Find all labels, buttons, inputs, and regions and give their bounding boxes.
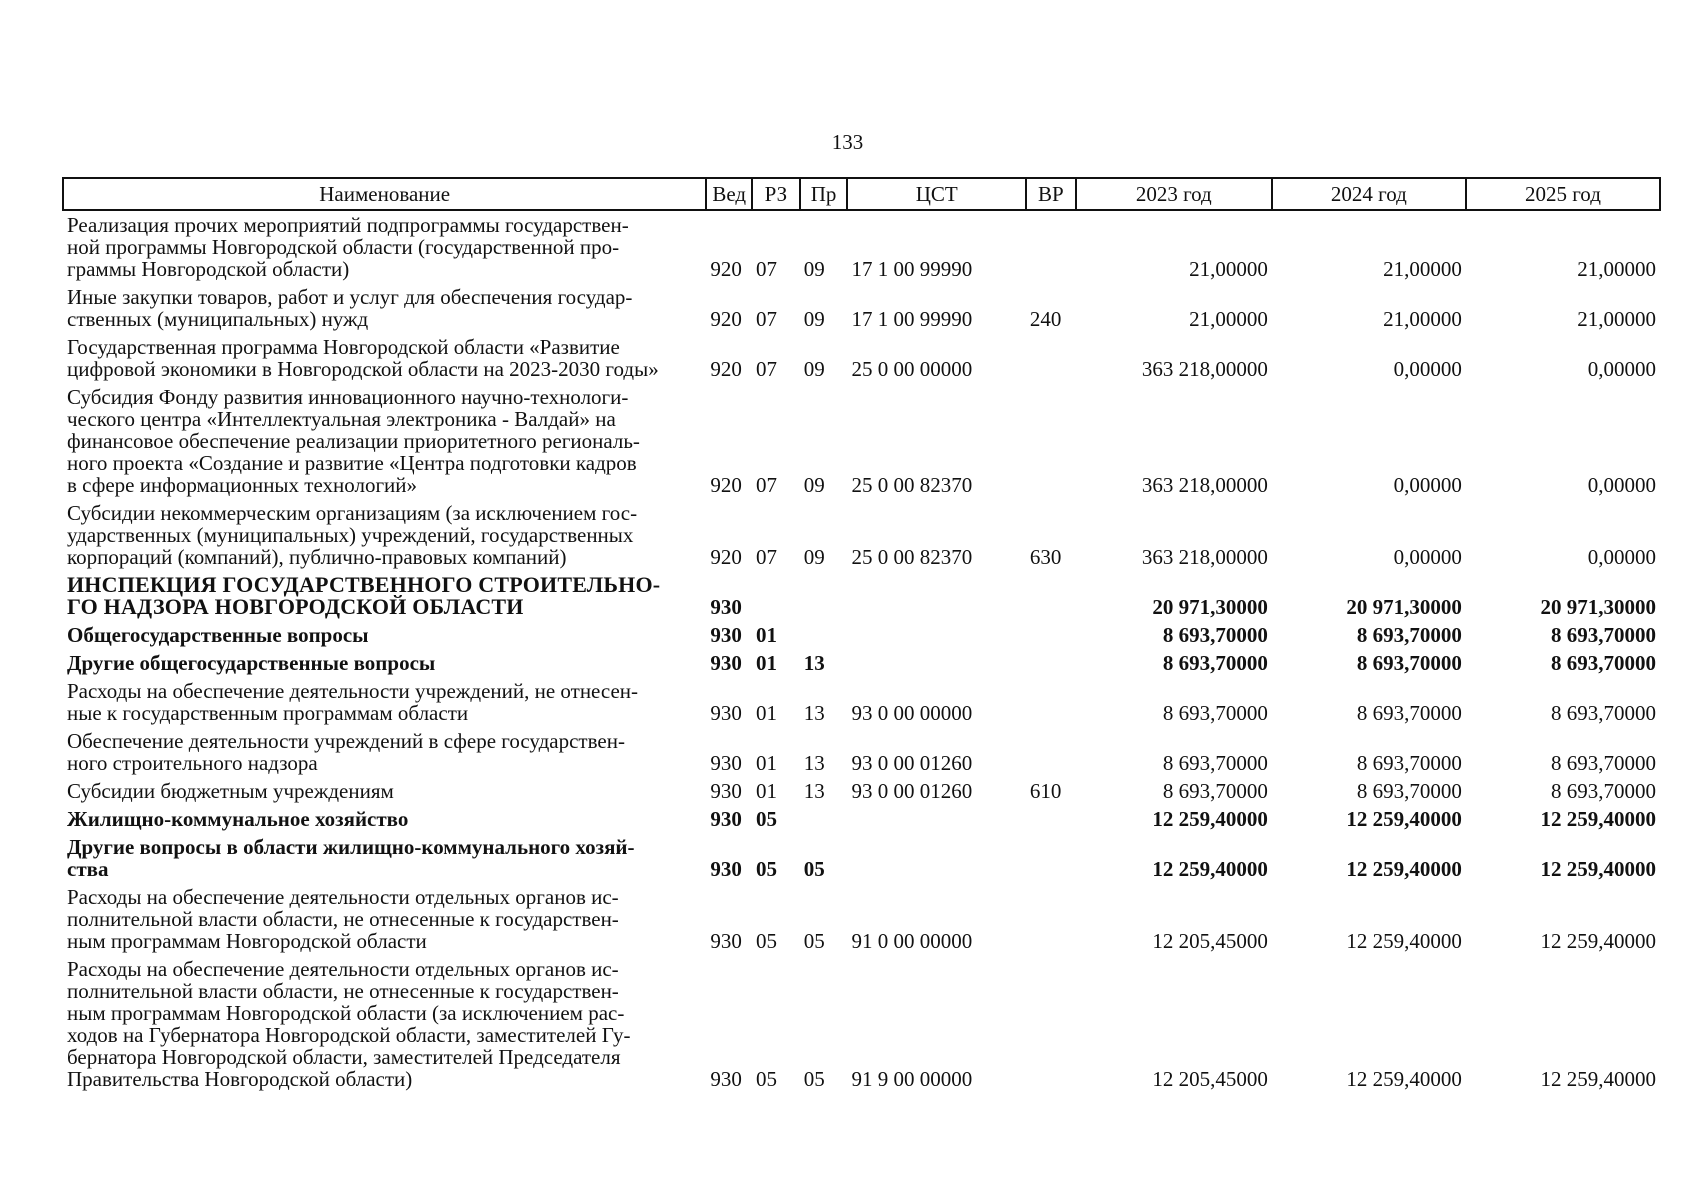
row-cst: 25 0 00 00000 bbox=[851, 357, 973, 381]
row-name: ИНСПЕКЦИЯ ГОСУДАРСТВЕННОГО СТРОИТЕЛЬНО- ГО НАДЗОРА НОВГОРОДСКОЙ ОБЛАСТИ bbox=[67, 572, 661, 619]
row-2024-amount: 20 971,30000 bbox=[1346, 595, 1462, 619]
row-ved: 930 bbox=[710, 751, 742, 775]
row-rz bbox=[752, 571, 800, 621]
row-ved: 930 bbox=[710, 651, 742, 675]
header-2024: 2024 год bbox=[1272, 178, 1466, 210]
row-2023-amount: 8 693,70000 bbox=[1162, 701, 1268, 725]
row-name: Государственная программа Новгородской области «Развитие цифровой экономики в Новгородской области на 2023-2030 годы» bbox=[67, 335, 659, 381]
row-ved: 930 bbox=[710, 807, 742, 831]
row-pr: 09 bbox=[803, 257, 825, 281]
row-name: Жилищно-коммунальное хозяйство bbox=[67, 807, 409, 831]
row-vr bbox=[1026, 883, 1076, 955]
row-pr: 13 bbox=[803, 701, 825, 725]
table-row bbox=[63, 883, 1660, 955]
row-cst: 91 9 00 00000 bbox=[851, 1067, 973, 1091]
row-2025-amount: 8 693,70000 bbox=[1551, 651, 1656, 675]
row-cst bbox=[847, 805, 1025, 833]
header-name: Наименование bbox=[63, 178, 706, 210]
table-row bbox=[63, 499, 1660, 571]
row-cst: 17 1 00 99990 bbox=[851, 257, 973, 281]
row-2023-amount: 8 693,70000 bbox=[1162, 623, 1268, 647]
row-2023-amount: 12 205,45000 bbox=[1152, 929, 1268, 953]
row-ved: 920 bbox=[710, 545, 742, 569]
row-2023-amount: 363 218,00000 bbox=[1141, 473, 1268, 497]
row-ved: 920 bbox=[710, 257, 742, 281]
row-2023-amount: 363 218,00000 bbox=[1141, 357, 1268, 381]
row-2025-amount: 12 259,40000 bbox=[1540, 929, 1656, 953]
row-vr bbox=[1026, 571, 1076, 621]
row-cst: 25 0 00 82370 bbox=[851, 473, 973, 497]
row-name: Реализация прочих мероприятий подпрограммы государствен- ной программы Новгородской области (государственной про- граммы Новгородской области) bbox=[67, 213, 629, 281]
row-2023-amount: 20 971,30000 bbox=[1152, 595, 1268, 619]
row-2025-amount: 21,00000 bbox=[1577, 307, 1656, 331]
row-pr: 09 bbox=[803, 357, 825, 381]
header-rz: РЗ bbox=[752, 178, 800, 210]
row-2023-amount: 12 259,40000 bbox=[1152, 857, 1268, 881]
row-2023-amount: 12 259,40000 bbox=[1152, 807, 1268, 831]
row-2023-amount: 21,00000 bbox=[1189, 307, 1268, 331]
row-rz: 07 bbox=[756, 545, 778, 569]
row-cst: 93 0 00 01260 bbox=[851, 779, 973, 803]
header-pr: Пр bbox=[800, 178, 848, 210]
row-name: Иные закупки товаров, работ и услуг для обеспечения государ- ственных (муниципальных) нужд bbox=[67, 285, 633, 331]
row-2024-amount: 12 259,40000 bbox=[1346, 807, 1462, 831]
row-2023-amount: 12 205,45000 bbox=[1152, 1067, 1268, 1091]
table-body bbox=[63, 210, 1660, 1093]
row-ved: 930 bbox=[710, 857, 742, 881]
row-2023-amount: 363 218,00000 bbox=[1141, 545, 1268, 569]
row-name: Субсидии бюджетным учреждениям bbox=[67, 779, 394, 803]
row-2025-amount: 0,00000 bbox=[1587, 545, 1656, 569]
row-2025-amount: 8 693,70000 bbox=[1551, 751, 1656, 775]
row-cst bbox=[847, 649, 1025, 677]
row-name: Расходы на обеспечение деятельности отдельных органов ис- полнительной власти области, не отнесенные к государствен- ным программам Новгородской области bbox=[67, 885, 619, 953]
row-cst: 93 0 00 01260 bbox=[851, 751, 973, 775]
header-2025: 2025 год bbox=[1466, 178, 1660, 210]
table-row bbox=[63, 777, 1660, 805]
row-2024-amount: 8 693,70000 bbox=[1356, 651, 1462, 675]
row-2025-amount: 12 259,40000 bbox=[1540, 807, 1656, 831]
table-row bbox=[63, 333, 1660, 383]
header-2023: 2023 год bbox=[1076, 178, 1272, 210]
row-vr bbox=[1026, 649, 1076, 677]
row-2025-amount: 0,00000 bbox=[1587, 357, 1656, 381]
table-row bbox=[63, 955, 1660, 1093]
row-ved: 930 bbox=[710, 701, 742, 725]
row-ved: 920 bbox=[710, 307, 742, 331]
row-2024-amount: 12 259,40000 bbox=[1346, 857, 1462, 881]
row-cst: 93 0 00 00000 bbox=[851, 701, 973, 725]
row-2024-amount: 8 693,70000 bbox=[1356, 701, 1462, 725]
row-rz: 01 bbox=[756, 651, 778, 675]
table-row bbox=[63, 621, 1660, 649]
row-2024-amount: 12 259,40000 bbox=[1346, 929, 1462, 953]
budget-table bbox=[62, 177, 1661, 1093]
row-2024-amount: 21,00000 bbox=[1383, 257, 1462, 281]
row-vr: 240 bbox=[1029, 307, 1062, 331]
row-name: Расходы на обеспечение деятельности учреждений, не отнесен- ные к государственным программам области bbox=[67, 679, 639, 725]
row-2024-amount: 8 693,70000 bbox=[1356, 623, 1462, 647]
row-2025-amount: 20 971,30000 bbox=[1540, 595, 1656, 619]
row-rz: 07 bbox=[756, 307, 778, 331]
row-name: Субсидии некоммерческим организациям (за исключением гос- ударственных (муниципальных) учреждений, государственных корпораций (компаний), публично-правовых компаний) bbox=[67, 501, 638, 569]
row-pr: 05 bbox=[803, 857, 825, 881]
table-row bbox=[63, 649, 1660, 677]
row-2025-amount: 8 693,70000 bbox=[1551, 701, 1656, 725]
row-pr: 09 bbox=[803, 473, 825, 497]
row-vr bbox=[1026, 621, 1076, 649]
table-row bbox=[63, 833, 1660, 883]
row-ved: 930 bbox=[710, 623, 742, 647]
row-rz: 05 bbox=[756, 1067, 778, 1091]
row-vr bbox=[1026, 955, 1076, 1093]
row-rz: 01 bbox=[756, 623, 778, 647]
row-ved: 930 bbox=[710, 929, 742, 953]
row-pr: 09 bbox=[803, 545, 825, 569]
row-name: Обеспечение деятельности учреждений в сфере государствен- ного строительного надзора bbox=[67, 729, 625, 775]
row-rz: 01 bbox=[756, 751, 778, 775]
page-number: 133 bbox=[831, 130, 864, 154]
row-2025-amount: 21,00000 bbox=[1577, 257, 1656, 281]
row-2025-amount: 8 693,70000 bbox=[1551, 779, 1656, 803]
table-header-row bbox=[63, 178, 1660, 210]
row-pr bbox=[800, 621, 848, 649]
row-rz: 07 bbox=[756, 257, 778, 281]
row-vr bbox=[1026, 727, 1076, 777]
row-vr bbox=[1026, 210, 1076, 283]
table-row bbox=[63, 727, 1660, 777]
row-pr bbox=[800, 571, 848, 621]
table-row bbox=[63, 383, 1660, 499]
row-2023-amount: 21,00000 bbox=[1189, 257, 1268, 281]
row-rz: 05 bbox=[756, 929, 778, 953]
row-2024-amount: 8 693,70000 bbox=[1356, 751, 1462, 775]
row-2024-amount: 8 693,70000 bbox=[1356, 779, 1462, 803]
row-2025-amount: 12 259,40000 bbox=[1540, 1067, 1656, 1091]
row-2024-amount: 21,00000 bbox=[1383, 307, 1462, 331]
row-pr bbox=[800, 805, 848, 833]
header-cst: ЦСТ bbox=[847, 178, 1025, 210]
row-pr: 13 bbox=[803, 651, 825, 675]
row-2023-amount: 8 693,70000 bbox=[1162, 779, 1268, 803]
row-2024-amount: 0,00000 bbox=[1393, 545, 1462, 569]
row-rz: 01 bbox=[756, 701, 778, 725]
row-2023-amount: 8 693,70000 bbox=[1162, 651, 1268, 675]
row-rz: 05 bbox=[756, 857, 778, 881]
row-vr bbox=[1026, 333, 1076, 383]
row-cst bbox=[847, 833, 1025, 883]
table-row bbox=[63, 283, 1660, 333]
row-rz: 07 bbox=[756, 357, 778, 381]
row-pr: 09 bbox=[803, 307, 825, 331]
header-vr: ВР bbox=[1026, 178, 1076, 210]
row-name: Другие вопросы в области жилищно-коммунального хозяй- ства bbox=[67, 835, 635, 881]
row-vr: 610 bbox=[1029, 779, 1062, 803]
row-cst: 17 1 00 99990 bbox=[851, 307, 973, 331]
row-name: Расходы на обеспечение деятельности отдельных органов ис- полнительной власти области, не отнесенные к государствен- ным программам Новгородской области (за исключением рас- ходов на Губернатора Новгородской области, заместителей Гу- бернатора Новгородской области, заместителей Председателя Правительства Новгородской области) bbox=[67, 957, 631, 1091]
row-2024-amount: 0,00000 bbox=[1393, 357, 1462, 381]
row-2024-amount: 0,00000 bbox=[1393, 473, 1462, 497]
row-vr bbox=[1026, 833, 1076, 883]
row-ved: 930 bbox=[710, 779, 742, 803]
row-ved: 920 bbox=[710, 473, 742, 497]
header-ved: Вед bbox=[706, 178, 752, 210]
row-rz: 05 bbox=[756, 807, 778, 831]
row-vr bbox=[1026, 805, 1076, 833]
row-name: Субсидия Фонду развития инновационного научно-технологи- ческого центра «Интеллектуальная электроника - Валдай» на финансовое обеспечение реализации приоритетного региональ- ного проекта «Создание и развитие «Центра подготовки кадров в сфере информационных технологий» bbox=[67, 385, 640, 497]
table-row bbox=[63, 210, 1660, 283]
table-row bbox=[63, 571, 1660, 621]
row-ved: 920 bbox=[710, 357, 742, 381]
row-rz: 01 bbox=[756, 779, 778, 803]
row-2025-amount: 12 259,40000 bbox=[1540, 857, 1656, 881]
row-vr: 630 bbox=[1029, 545, 1062, 569]
table-row bbox=[63, 677, 1660, 727]
row-vr bbox=[1026, 677, 1076, 727]
row-ved: 930 bbox=[710, 595, 742, 619]
row-cst: 91 0 00 00000 bbox=[851, 929, 973, 953]
row-cst bbox=[847, 571, 1025, 621]
row-ved: 930 bbox=[710, 1067, 742, 1091]
row-name: Другие общегосударственные вопросы bbox=[67, 651, 436, 675]
row-name: Общегосударственные вопросы bbox=[67, 623, 369, 647]
row-cst: 25 0 00 82370 bbox=[851, 545, 973, 569]
row-vr bbox=[1026, 383, 1076, 499]
row-2025-amount: 8 693,70000 bbox=[1551, 623, 1656, 647]
row-rz: 07 bbox=[756, 473, 778, 497]
row-pr: 13 bbox=[803, 751, 825, 775]
table-row bbox=[63, 805, 1660, 833]
row-2024-amount: 12 259,40000 bbox=[1346, 1067, 1462, 1091]
row-pr: 13 bbox=[803, 779, 825, 803]
row-2023-amount: 8 693,70000 bbox=[1162, 751, 1268, 775]
row-pr: 05 bbox=[803, 1067, 825, 1091]
row-pr: 05 bbox=[803, 929, 825, 953]
row-2025-amount: 0,00000 bbox=[1587, 473, 1656, 497]
row-cst bbox=[847, 621, 1025, 649]
